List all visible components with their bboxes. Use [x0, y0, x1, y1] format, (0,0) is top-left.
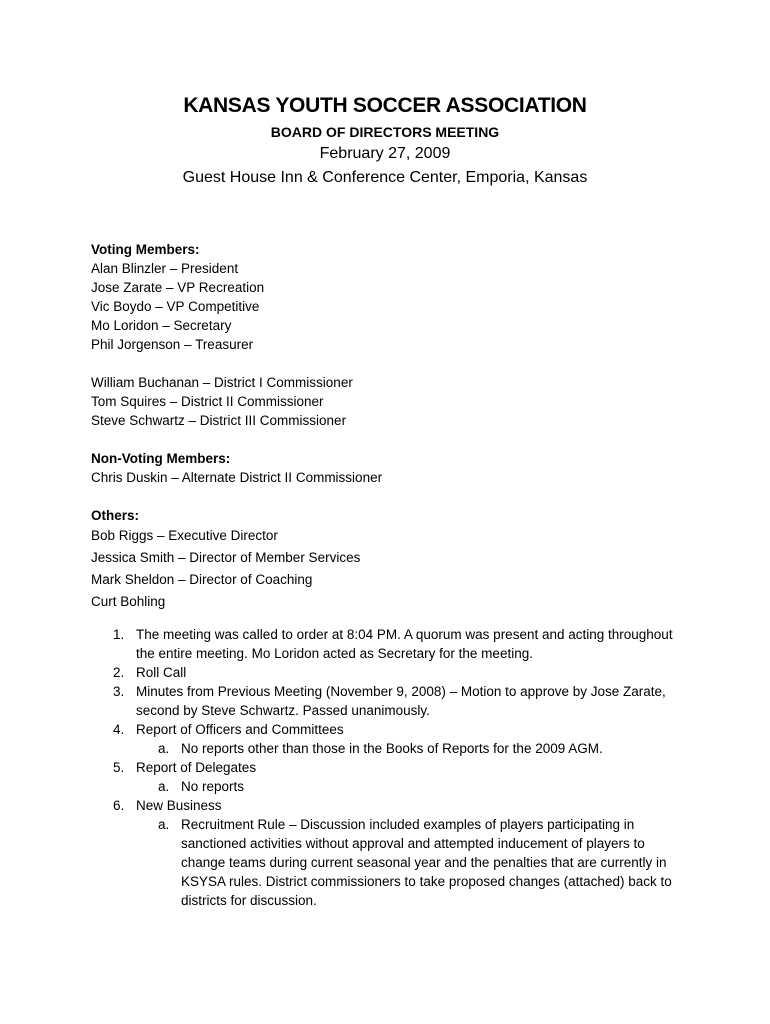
member-line: Chris Duskin – Alternate District II Commissioner — [91, 470, 383, 485]
non-voting-members-section — [91, 449, 382, 487]
agenda-item — [91, 720, 691, 758]
agenda-item-number: 1. — [113, 627, 125, 642]
voting-members-label: Voting Members: — [91, 242, 200, 257]
agenda-item — [91, 625, 691, 663]
member-line: Mo Loridon – Secretary — [91, 318, 232, 333]
agenda-subitem — [136, 777, 691, 796]
commissioner-line: Tom Squires – District II Commissioner — [91, 394, 324, 409]
member-line: Alan Blinzler – President — [91, 261, 239, 276]
agenda-list — [91, 625, 691, 910]
agenda-item-number: 2. — [113, 665, 125, 680]
agenda-item — [91, 758, 691, 796]
meeting-location: Guest House Inn & Conference Center, Emporia, Kansas — [182, 169, 588, 186]
agenda-item — [91, 663, 691, 682]
member-line: Phil Jorgenson – Treasurer — [91, 337, 254, 352]
meeting-date: February 27, 2009 — [319, 145, 451, 162]
agenda-item-text: New Business — [136, 798, 222, 813]
others-section — [91, 506, 360, 613]
organization-title: KANSAS YOUTH SOCCER ASSOCIATION — [183, 94, 587, 117]
member-line: Mark Sheldon – Director of Coaching — [91, 572, 313, 587]
commissioner-line: Steve Schwartz – District III Commissioner — [91, 413, 347, 428]
agenda-subitem-letter: a. — [158, 779, 170, 794]
meeting-title: BOARD OF DIRECTORS MEETING — [270, 124, 500, 140]
agenda-item-text: Report of Delegates — [136, 760, 257, 775]
commissioner-line: William Buchanan – District I Commissioner — [91, 375, 353, 390]
agenda-subitem-letter: a. — [158, 817, 170, 832]
document-header — [0, 92, 770, 189]
agenda-subitem-text: No reports — [181, 779, 245, 794]
agenda-item-text: Report of Officers and Committees — [136, 722, 344, 737]
agenda-item-number: 5. — [113, 760, 125, 775]
agenda-subitem-text: No reports other than those in the Books of Reports for the 2009 AGM. — [181, 741, 603, 756]
agenda-item-text: Roll Call — [136, 665, 187, 680]
agenda-item — [91, 796, 691, 910]
others-label: Others: — [91, 508, 140, 523]
agenda-item-text: Minutes from Previous Meeting (November 9, 2008) – Motion to approve by Jose Zarate, second by Steve Schwartz. Passed unanimously. — [136, 684, 666, 718]
voting-members-section — [91, 240, 264, 354]
agenda-item-number: 6. — [113, 798, 125, 813]
member-line: Curt Bohling — [91, 594, 166, 609]
agenda-item — [91, 682, 691, 720]
commissioners-section — [91, 373, 353, 430]
agenda-subitem-text: Recruitment Rule – Discussion included examples of players participating in sanctioned activities without approval and attempted inducement of players to change teams during current seasonal year and the penalties that are currently in KSYSA rules. District commissioners to take proposed changes (attached) back to districts for discussion. — [181, 817, 672, 908]
member-line: Jose Zarate – VP Recreation — [91, 280, 265, 295]
agenda-item-number: 4. — [113, 722, 125, 737]
member-line: Bob Riggs – Executive Director — [91, 528, 278, 543]
member-line: Vic Boydo – VP Competitive — [91, 299, 260, 314]
agenda-subitem — [136, 815, 691, 910]
agenda-item-number: 3. — [113, 684, 125, 699]
member-line: Jessica Smith – Director of Member Services — [91, 550, 361, 565]
non-voting-members-label: Non-Voting Members: — [91, 451, 231, 466]
agenda-subitem — [136, 739, 691, 758]
agenda-item-text: The meeting was called to order at 8:04 PM. A quorum was present and acting throughout the entire meeting. Mo Loridon acted as Secretary for the meeting. — [136, 627, 673, 661]
agenda-subitem-letter: a. — [158, 741, 170, 756]
